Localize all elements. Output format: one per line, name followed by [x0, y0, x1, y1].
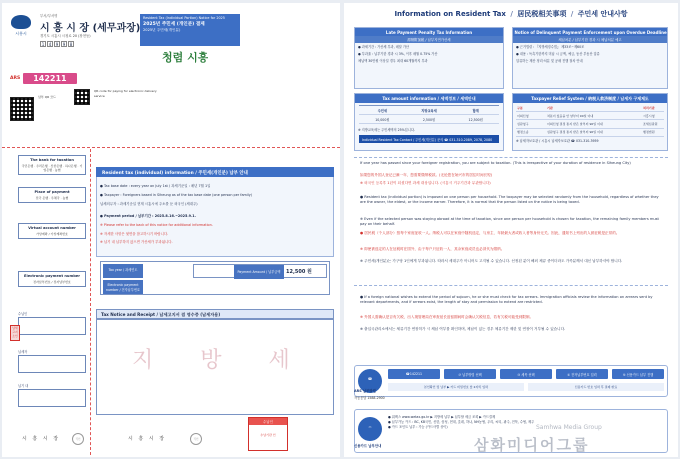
- household-para-zh: ● 居民税（个人部分）按每个家庭征收一人。纳税人可以在家庭中随机选定，与房主、年龄最大者或收入者等身份无关。因此，通知书上列出的人被征税是正常的。: [360, 231, 620, 235]
- late-row: 체납액 30만원 이상일 경우 최대 60개월까지 부과: [358, 58, 428, 63]
- relief-cell: 심판청구 결정 통지 받은 날부터 90일 이내: [546, 129, 642, 137]
- sojourn-para-zh: ※ 外国人需确认是否有欠税，出入境管理局在审查延长逗留期间时会确认欠税信息，若有欠税可能受到限制。: [360, 315, 534, 319]
- col-resident-tax: 주민세: [359, 106, 406, 115]
- stub-field: [18, 389, 86, 407]
- sojourn-para-en: ● If a foreign national wishes to extend the period of sojourn, he or she must check for tax arrears. Immigration officials review the information on arrears sent by relevant departments, and if arrears exist, the length of stay and permission to extend are restricted.: [360, 295, 653, 305]
- late-note: ※ 납기 내 납부하지 않으면 가산세가 부과됩니다.: [100, 240, 173, 244]
- publisher-watermark-ko: 삼화미디어그룹: [474, 436, 590, 454]
- ars-step-3: ③ 세목 선택: [500, 369, 552, 379]
- place-list: 전국 은행 · 우체국 · 농협: [35, 196, 69, 200]
- abroad-para-en: ※ Even if the selected person was staying abroad at the time of taxation, since one person per household is chosen for taxation, the remaining family members must pay on their behalf.: [360, 217, 659, 227]
- delinquency-title: Notice of Delinquent Payment Enforcement upon Overdue Deadline: [514, 29, 667, 35]
- place-title: Place of payment: [34, 190, 70, 194]
- place-box: [18, 187, 86, 203]
- section-divider: [354, 285, 668, 286]
- registration-para-zh: 如果您的外国人登记已满一年，您需要缴纳税款。(无论您在始兴市的居住时间长短): [360, 173, 493, 177]
- bank-list: 국민은행 · 우리은행 · 신한은행 · 하나은행 · 기업은행 · 농협: [21, 164, 83, 172]
- registration-para-ko: ※ 외국인 등록후 1년이 되셨다면 과세 대상입니다. (시흥시 거주기간과 무관합니다): [360, 181, 491, 185]
- city-logo: [8, 15, 34, 43]
- qr-caption-english: QR code for paying for electronic delivery service: [94, 89, 157, 98]
- issuer-title: 시 흥 시 장 (세무과장): [40, 23, 141, 34]
- e-number-cell: Electronic payment number / 전자납부번호: [103, 280, 143, 294]
- amount-value: 12,500 원: [286, 269, 312, 275]
- cell-total: 12,500원: [452, 115, 499, 124]
- virtual-account-box: [18, 223, 86, 239]
- payment-qr-icon[interactable]: [10, 97, 34, 121]
- virtual-body: 가상계좌 / 가상계좌번호: [36, 232, 68, 236]
- title-separator: /: [510, 10, 513, 18]
- tax-amount-title: Tax amount information / 세액정보 / 세액안내: [355, 94, 503, 103]
- payment-period: ● Payment period / 납부기간 : 2025.8.16.~2025.9.1.: [100, 214, 196, 218]
- back-note-ko: ※ 자세한 사항은 뒷면을 참고하시기 바랍니다.: [100, 232, 169, 236]
- card-line: ● 카드 포인트 납부 : 가능 (카드사별 상이): [388, 425, 448, 429]
- stub-tear-line: [90, 149, 91, 455]
- card-line: ● 납부가능 카드 : BC, KB국민, 신한, 삼성, 현대, 롯데, 하나, NH농협, 우리, 씨티, 광주, 전북, 수협, 제주: [388, 420, 535, 424]
- stub-receiver: 수납인: [18, 312, 28, 316]
- tax-base-date: ● Tax base date : every year on July 1st / 과세기준일 : 매년 7월 1일: [100, 184, 211, 188]
- card-lines: [388, 415, 664, 430]
- late-penalty-title: Late Payment Penalty Tax Information: [355, 28, 503, 36]
- publisher-watermark-en: Samhwa Media Group: [536, 424, 602, 431]
- postal-digit: 9: [62, 42, 66, 47]
- footer-mayor-left: 시 흥 시 장: [22, 436, 61, 442]
- ars-number-line: [10, 73, 77, 84]
- tax-amount-table: [359, 105, 499, 124]
- amount-table: [100, 261, 330, 295]
- relief-col: 기관: [546, 104, 642, 112]
- local-tax-watermark: 지 방 세: [132, 348, 310, 373]
- postal-digit: 9: [55, 42, 59, 47]
- late-penalty-card: [354, 27, 504, 89]
- info-sheet: [344, 3, 678, 457]
- delinquency-row: 압류하는 재산 정리·처분 및 공매 진행 절차 안내: [516, 58, 583, 63]
- delinquency-row: ● 근거법령 : 『지방세징수법』 제33조~제60조: [516, 44, 585, 49]
- relief-col: 처리기관: [642, 104, 664, 112]
- official-seal-icon: 직인: [72, 433, 84, 445]
- ars-step-1: ☎142211: [388, 369, 440, 379]
- stub-field: [18, 355, 86, 373]
- relief-title: Taxpayer Relief System / 納税人救济制度 / 납세자 구제제도: [513, 94, 667, 103]
- postal-digit: 8: [69, 42, 73, 47]
- receipt-stamp-box: [248, 417, 288, 451]
- ars-method-label: ARS 납부방법: [354, 389, 376, 393]
- phone-icon: ☎: [358, 369, 382, 393]
- qr-caption: 납부 QR 코드: [38, 95, 56, 99]
- ars-step-4: ④ 전자납부번호 입력: [556, 369, 608, 379]
- ars-step-2: ② 납부방법 선택: [444, 369, 496, 379]
- household-para-ko: ※ 주민세(개인분)는 가구당 1인에게 부과됩니다. 따라서 세대주가 아니어도 고지될 수 있습니다. 선정된 분이 해외 체류 중이더라도 가족분께서 대신 납부하셔야 합니다.: [360, 259, 623, 263]
- household-para-en: ● Resident tax (individual portion) is imposed on one person per household. The taxpayer may be selected randomly from the household, regardless of whether they are the owner, the eldest, or the income earner. Therefore, it is normal that the person listed on the notice is being taxed.: [360, 195, 659, 205]
- stub-field: [18, 317, 86, 335]
- late-row: ● 부과율 : 납부기한 경과 시 3%, 이후 매월 0.75% 가산: [358, 51, 438, 56]
- cell-resident-tax: 10,000원: [359, 115, 406, 124]
- notice-banner: [140, 14, 240, 46]
- receipt-title: Tax Notice and Receipt / 납세고지서 겸 영수증 (납세자용): [96, 309, 334, 319]
- title-separator: /: [570, 10, 574, 18]
- tear-line: [2, 147, 340, 148]
- registration-para-en: If one year has passed since your foreigner registration, you are subject to taxation. (This is irrespective of your duration of residence in Siheung City): [360, 161, 631, 165]
- relief-cell: 행정법원: [642, 129, 664, 137]
- stub-stamp-mark: 납세 고지 소인: [10, 325, 20, 341]
- relief-note: ※ 납세자보호관 / 시흥시 납세자보호관 ☎ 031-310-3959: [516, 139, 599, 144]
- banner-korean-sub: 2025년 주민세(개인분): [143, 28, 181, 32]
- city-logo-word: 시흥시: [15, 31, 27, 36]
- delinquency-sub: 체납처분 / 납부기한 경과 시 체납처분 예고: [513, 36, 667, 43]
- amount-box: [193, 264, 327, 278]
- col-total: 합계: [452, 106, 499, 115]
- tax-notice-sheet: [2, 3, 340, 457]
- tax-amount-card: [354, 93, 504, 151]
- relief-col: 구분: [516, 104, 546, 112]
- stub-taxpayer: 납세자: [18, 350, 28, 354]
- info-title: [344, 9, 678, 19]
- section-divider: [354, 157, 668, 158]
- dept-name: 부서/부서명: [40, 14, 58, 18]
- bank-title: The bank for taxation: [30, 158, 74, 162]
- title-chinese: 居民税相关事项: [517, 10, 567, 18]
- back-note-en: ※ Please refer to the back of this notice for additional information.: [100, 223, 213, 227]
- card-method-label: 신용카드 납부안내: [354, 444, 382, 448]
- official-seal-icon: 직인: [190, 433, 202, 445]
- relief-cell: 행정소송: [516, 129, 546, 137]
- taxpayer-relief-card: [512, 93, 668, 151]
- tax-year-cell: Tax year / 과세연도: [103, 264, 143, 278]
- bank-box: [18, 155, 86, 175]
- ars-sub-1: 본인확인 및 납부 ▶ 카드 비밀번호 앞 2자리 입력: [388, 383, 524, 391]
- postal-digit: 1: [41, 42, 45, 47]
- integrity-slogan: 청렴 시흥: [162, 51, 209, 64]
- taxpayer-line: ● Taxpayer : Foreigners based in Siheung as of the tax base date (one person per family): [100, 193, 253, 197]
- delinquency-row: ● 내용 : 독촉기한까지 미납 시 금액, 예금, 동산 부동산 압류: [516, 51, 600, 56]
- stamp-title: 수납인: [249, 418, 287, 425]
- edu-tax-note: ※ 지방교육세는 주민세액의 25%입니다.: [358, 127, 415, 132]
- sojourn-para-ko: ※ 출입국관리소에서는 체류기간 연장허가 시 체납 여부를 확인하며, 체납이 있는 경우 체류기간 제한 및 연장이 거부될 수 있습니다.: [360, 327, 566, 331]
- amount-label: Payment Amount / 납부금액: [234, 265, 284, 279]
- col-edu-tax: 지방교육세: [406, 106, 453, 115]
- e-payment-box: [18, 271, 86, 287]
- contact-link[interactable]: Individual Resident Tax Contact / 주민세(개인분) 문의 ☎ 031-310-2089, 2078, 2080: [359, 135, 499, 143]
- delinquency-card: [512, 27, 668, 89]
- card-line: ● 위택스 www.wetax.go.kr ▶ 지방세 납부 ▶ 납부할 세금 조회 ▶ 카드결제: [388, 415, 496, 419]
- ars-number: 142211: [23, 73, 76, 84]
- ars-label: ARS: [10, 76, 21, 81]
- postal-digit: 4: [48, 42, 52, 47]
- title-english: Information on Resident Tax: [394, 10, 506, 18]
- virtual-title: Virtual account number: [28, 226, 76, 230]
- late-row: ● 과세기간 : 가산세 부과, 매달 가산: [358, 44, 409, 49]
- tax-info-title: Resident tax (individual) information / 주민세(개인분) 납부 안내: [96, 167, 334, 177]
- relief-cell: 시흥시청: [642, 112, 664, 120]
- taxpayer-korean: 납세의무자 : 과세기준일 현재 시흥시에 주소를 둔 외국인 (세대주): [100, 202, 198, 206]
- stub-due: 납기 내: [18, 384, 29, 388]
- cell-edu-tax: 2,500원: [406, 115, 453, 124]
- relief-cell: 이의신청: [516, 112, 546, 120]
- late-penalty-sub: 滞纳附加税 / 납부지연가산세: [355, 36, 503, 43]
- stamp-body: 수납기관 인: [260, 433, 276, 437]
- footer-mayor-mid: 시 흥 시 장: [128, 436, 167, 442]
- banner-english: Resident Tax (Individual Portion) Notice for 2025: [143, 16, 225, 20]
- relief-cell: 이의신청 결정 통지 받은 날부터 90일 이내: [546, 120, 642, 128]
- relief-cell: 처분이 있음을 안 날부터 90일 이내: [546, 112, 642, 120]
- title-korean: 주민세 안내사항: [577, 10, 628, 18]
- relief-table: [516, 104, 664, 137]
- credit-card-icon: ▭: [358, 417, 382, 441]
- relief-cell: 조세심판원: [642, 120, 664, 128]
- ars-sub-2: 신용카드 번호 입력 후 결제 완료: [528, 383, 664, 391]
- postal-code-boxes: [40, 41, 74, 47]
- abroad-para-zh: ※ 即使被选定的人在征税时在国外，由于每户只征收一人，其余家庭成员也必须代为缴纳。: [360, 247, 505, 251]
- city-emblem-icon: [11, 15, 31, 29]
- e-payment-title: Electronic payment number: [24, 274, 80, 278]
- e-payment-body: 전자납부번호 / 전자납부번호: [33, 280, 71, 284]
- ars-method-sub: 자동응답 1588-2900: [354, 396, 385, 400]
- relief-cell: 심판청구: [516, 120, 546, 128]
- ars-step-5: ⑤ 신용카드 납부 진행: [612, 369, 664, 379]
- issuer-address: 경기도 시흥시 시청로 20 (장현동): [40, 34, 91, 38]
- banner-korean: 2025년 주민세 (개인분) 결제: [143, 22, 205, 27]
- e-delivery-qr-icon[interactable]: [74, 89, 90, 105]
